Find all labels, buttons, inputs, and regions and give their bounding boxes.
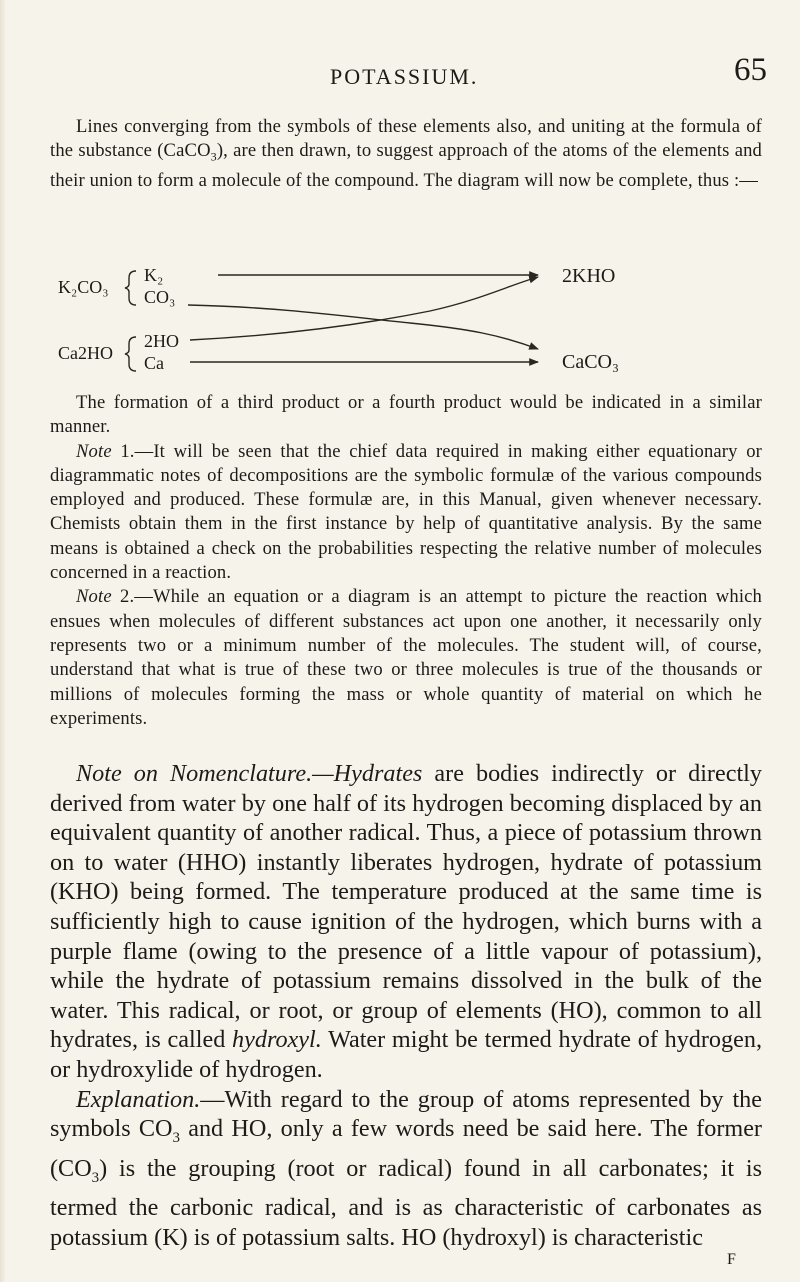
explanation-text-c: ) is the grouping (root or radical) found in all carbonates; it is termed the carbonic radical, and is as characteristic of carbonates as potassium (K) is of potassium salts. HO (hydroxyl) is characteristic <box>50 1154 762 1251</box>
notes-block <box>50 391 762 731</box>
page-edge-shadow <box>0 0 6 1282</box>
top-right-product: 2KHO <box>562 265 616 287</box>
page-header <box>0 46 800 89</box>
explanation-text-b: and HO, only a few words need be said here. The former (CO <box>50 1115 762 1182</box>
note-2-paragraph <box>50 585 762 731</box>
intro-text-b: ), are then drawn, to suggest approach of the atoms of the elements and their union to form a molecule of the compound. The diagram will now be complete, thus :— <box>50 140 763 192</box>
page-number: 65 <box>734 52 767 88</box>
nomenclature-paragraph <box>50 759 762 1085</box>
explanation-paragraph <box>50 1085 762 1253</box>
explanation-text-a: —With regard to the group of atoms represented by the symbols CO <box>50 1085 762 1143</box>
bottom-left-formula: Ca2HO <box>58 343 113 363</box>
hydroxyl-term: hydroxyl. <box>232 1026 322 1054</box>
explanation-subscript-1: 3 <box>172 1129 180 1146</box>
explanation-label: Explanation. <box>76 1085 201 1113</box>
note-1-text: 1.—It will be seen that the chief data required in making either equationary or diagrammatic notes of decompositions are the symbolic formulæ of the various compounds employed and produced. These formulæ are, in this Manual, given whenever necessary. Chemists obtain them in the first instance by help of quantitative analysis. By the same means is obtained a check on the probabilities respecting the relative number of molecules concerned in a reaction. <box>50 440 762 584</box>
note-1-paragraph <box>50 440 762 586</box>
note-2-text: 2.—While an equation or a diagram is an attempt to picture the reaction which ensues when molecules of different substances act upon one another, it necessarily only represents two or a minimum number of the molecules. The student will, of course, understand that what is true of these two or three molecules is true of the thousands or millions of molecules forming the mass or whole quantity of material on which he experiments. <box>50 586 762 729</box>
line-2ho-to-kho <box>190 277 538 340</box>
intro-subscript: 3 <box>210 150 217 165</box>
intro-text-a: Lines converging from the symbols of these elements also, and uniting at the formula of the substance (CaCO <box>50 116 762 162</box>
bottom-right-product: CaCO₃ <box>562 351 619 373</box>
nomenclature-block <box>50 759 762 1252</box>
top-left-formula: K₂CO₃ <box>58 277 109 297</box>
nomenclature-label: Note on Nomenclature.—Hydrates <box>76 760 423 787</box>
bottom-brace-upper: 2HO <box>144 331 179 351</box>
nomenclature-text: are bodies indirectly or directly derived from water by one half of its hydrogen becoming displaced by an equivalent quantity of another radical. Thus, a piece of potassium thrown on to water (HHO) instantly liberates hydrogen, hydrate of potassium (KHO) being formed. The temperature produced at the same time is sufficiently high to cause ignition of the hydrogen, which burns with a purple flame (owing to the presence of a little vapour of potassium), while the hydrate of potassium remains dissolved in the bulk of the water. This radical, or root, or group of elements (HO), common to all hydrates, is called <box>50 760 762 1054</box>
note-2-label: Note <box>76 586 112 608</box>
bottom-brace-lower: Ca <box>144 353 164 373</box>
top-brace-lower: CO₃ <box>144 287 176 307</box>
nomenclature-tail: Water might be termed hydrate of hydrogen, or hydroxylide of hydrogen. <box>50 1026 762 1083</box>
line-co3-to-caco3 <box>188 305 538 349</box>
reaction-diagram <box>50 265 762 375</box>
note-1-label: Note <box>76 440 112 462</box>
explanation-subscript-2: 3 <box>91 1169 100 1186</box>
running-head: POTASSIUM. <box>330 64 479 89</box>
bottom-left-brace <box>125 337 136 371</box>
third-product-paragraph: The formation of a third product or a fourth product would be indicated in a similar manner. <box>50 392 762 438</box>
top-brace-upper: K₂ <box>144 265 164 285</box>
signature-mark: F <box>727 1251 736 1268</box>
intro-paragraph <box>50 115 762 194</box>
top-left-brace <box>125 271 136 305</box>
